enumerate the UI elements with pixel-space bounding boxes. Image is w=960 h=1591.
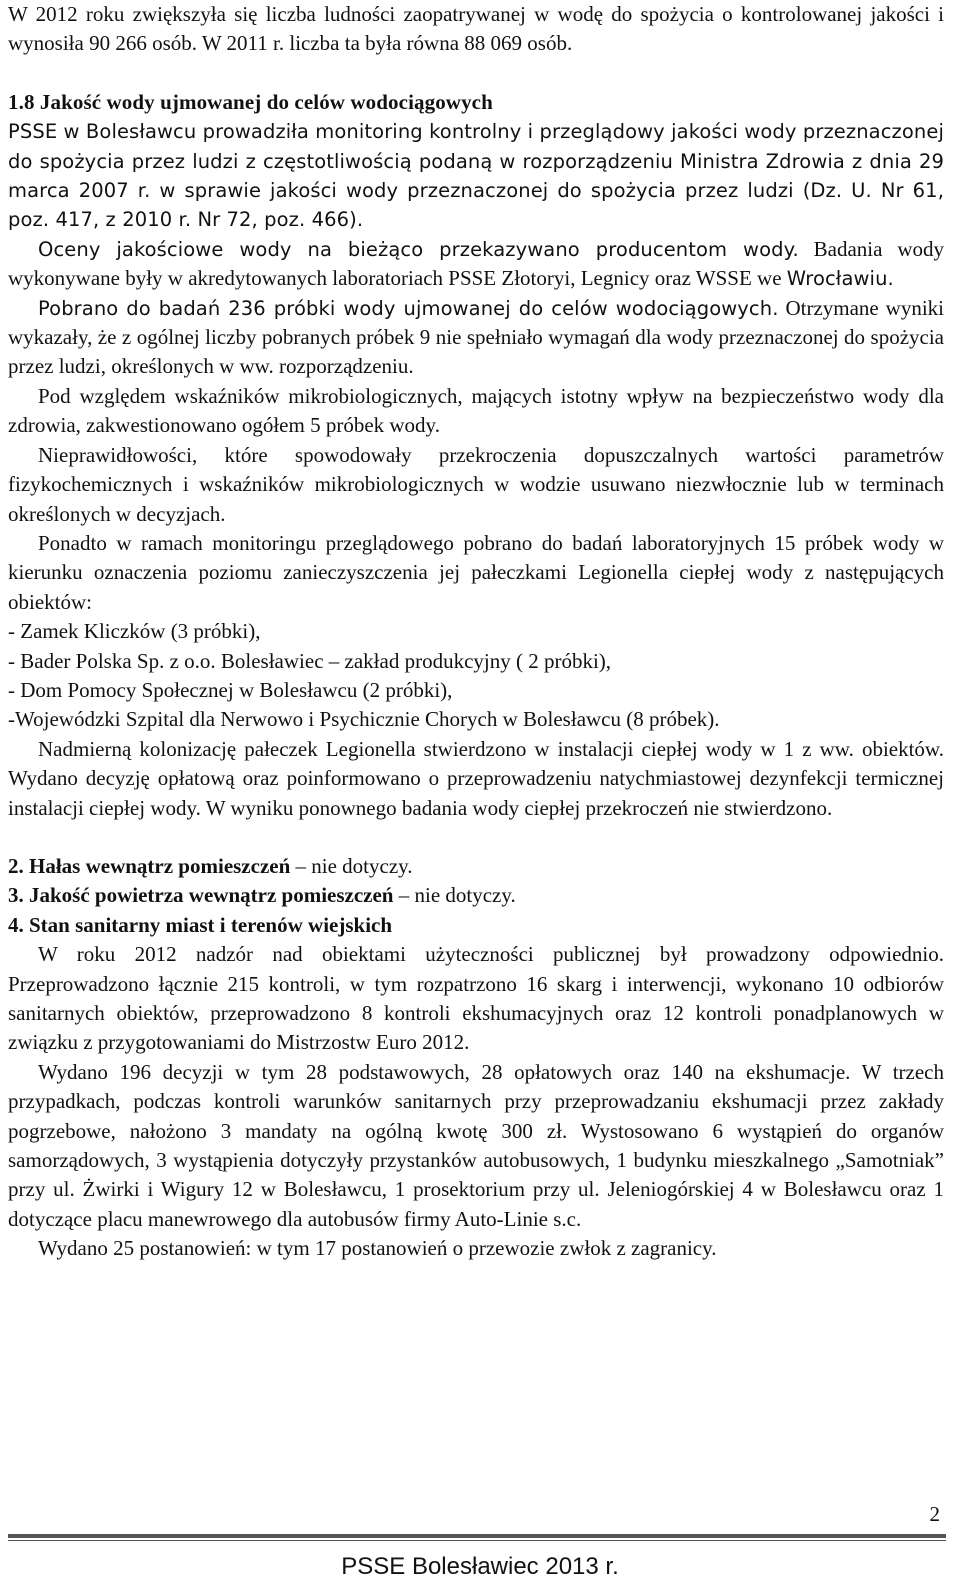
section-1-8-paragraph-1: PSSE w Bolesławcu prowadziła monitoring kontrolny i przeglądowy jakości wody przeznaczonej do spożycia przez ludzi z częstotliwością podaną w rozporządzeniu Ministra Zdrowia z dnia 29 marca 2007 r. w sprawie jakości wody przeznaczonej do spożycia przez ludzi (Dz. U. Nr 61, poz. 417, z 2010 r. Nr 72, poz. 466). (8, 120, 944, 232)
section-1-8-paragraph-2-part-a: Oceny jakościowe wody na bieżąco przekazywano producentom wody. (38, 237, 799, 261)
section-1-8-paragraph-2-part-c: Wrocławiu. (786, 267, 894, 291)
facility-list-item: -Wojewódzki Szpital dla Nerwowo i Psychicznie Chorych w Bolesławcu (8 próbek). (8, 707, 720, 732)
section-1-8-paragraph-5: Nieprawidłowości, które spowodowały przekroczenia dopuszczalnych wartości parametrów fizykochemicznych i wskaźników mikrobiologicznych w wodzie usuwano niezwłocznie lub w terminach określonych w decyzjach. (8, 442, 944, 526)
facility-list-item: - Zamek Kliczków (3 próbki), (8, 619, 261, 644)
spacer (8, 59, 944, 88)
section-2-line (8, 852, 944, 881)
section-1-8-paragraph-3-part-b: Otrzymane wyniki wykazały, że z ogólnej liczby pobranych próbek 9 nie spełniało wymagań dla wody przeznaczonej do spożycia przez ludzi, określonych w ww. rozporządzeniu. (8, 295, 945, 379)
section-3-heading: 3. Jakość powietrza wewnątrz pomieszczeń (8, 883, 394, 908)
section-1-8-paragraph-3-part-a: Pobrano do badań 236 próbki wody ujmowanej do celów wodociągowych. (38, 296, 779, 320)
section-1-8-paragraph-7: Nadmierną kolonizację pałeczek Legionella stwierdzono w instalacji ciepłej wody w 1 z ww. obiektów. Wydano decyzję opłatową oraz poinformowano o przeprowadzeniu natychmiastowej dezynfekcji termicznej instalacji ciepłej wody. W wyniku ponownego badania wody ciepłej przekroczeń nie stwierdzono. (8, 736, 944, 820)
section-2-status: – nie dotyczy. (290, 853, 413, 878)
intro-paragraph: W 2012 roku zwiększyła się liczba ludności zaopatrywanej w wodę do spożycia o kontrolowanej jakości i wynosiła 90 266 osób. W 2011 r. liczba ta była równa 88 069 osób. (8, 2, 944, 56)
section-1-8-paragraph-3 (8, 294, 944, 382)
section-4-paragraph-1: W roku 2012 nadzór nad obiektami użyteczności publicznej był prowadzony odpowiednio. Przeprowadzono łącznie 215 kontroli, w tym rozpatrzono 16 skarg i interwencji, wykonano 10 odbiorów sanitarnych obiektów, przeprowadzono 8 kontroli ekshumacyjnych oraz 12 kontroli ponadplanowych w związku z przygotowaniami do Mistrzostw Euro 2012. (8, 942, 944, 1055)
footer-text: PSSE Bolesławiec 2013 r. (341, 1553, 619, 1580)
section-2-heading: 2. Hałas wewnątrz pomieszczeń (8, 853, 291, 878)
footer-rule-thin (8, 1540, 946, 1541)
section-1-8-paragraph-6: Ponadto w ramach monitoringu przeglądowego pobrano do badań laboratoryjnych 15 próbek wody w kierunku oznaczenia poziomu zanieczyszczenia jej pałeczkami Legionella ciepłej wody z następujących obiektów: (8, 530, 944, 614)
section-1-8-heading: 1.8 Jakość wody ujmowanej do celów wodociągowych (8, 89, 493, 114)
section-1-8-paragraph-4: Pod względem wskaźników mikrobiologicznych, mających istotny wpływ na bezpieczeństwo wody dla zdrowia, zakwestionowano ogółem 5 próbek wody. (8, 383, 944, 438)
facility-list-item: - Dom Pomocy Społecznej w Bolesławcu (2 próbki), (8, 677, 453, 702)
section-1-8-paragraph-2 (8, 235, 944, 294)
facility-list-item: - Bader Polska Sp. z o.o. Bolesławiec – zakład produkcyjny ( 2 próbki), (8, 648, 612, 673)
section-4-paragraph-2: Wydano 196 decyzji w tym 28 podstawowych, 28 opłatowych oraz 140 na ekshumacje. W trzech przypadkach, podczas kontroli warunków sanitarnych przy przeprowadzaniu ekshumacji przez zakłady pogrzebowe, nałożono 3 mandaty na ogólną kwotę 300 zł. Wystosowano 6 wystąpień do organów samorządowych, 3 wystąpienia dotyczyły przystanków autobusowych, 1 budynku mieszkalnego „Samotniak” przy ul. Żwirki i Wigury 12 w Bolesławcu, 1 prosektorium przy ul. Jeleniogórskiej 4 w Bolesławcu oraz 1 dotyczące placu manewrowego dla autobusów firmy Auto-Linie s.c. (8, 1059, 944, 1231)
section-3-line (8, 881, 944, 910)
section-4-paragraph-3: Wydano 25 postanowień: w tym 17 postanowień o przewozie zwłok z zagranicy. (38, 1236, 717, 1261)
footer-rule (8, 1534, 946, 1538)
section-3-status: – nie dotyczy. (393, 883, 516, 908)
spacer (8, 823, 944, 852)
document-page (8, 0, 944, 1264)
section-1-8-paragraph-2-part-b: Badania wody wykonywane były w akredytowanych laboratoriach PSSE Złotoryi, Legnicy oraz WSSE we (8, 236, 944, 291)
page-number: 2 (929, 1502, 940, 1526)
section-4-heading: 4. Stan sanitarny miast i terenów wiejskich (8, 912, 393, 937)
